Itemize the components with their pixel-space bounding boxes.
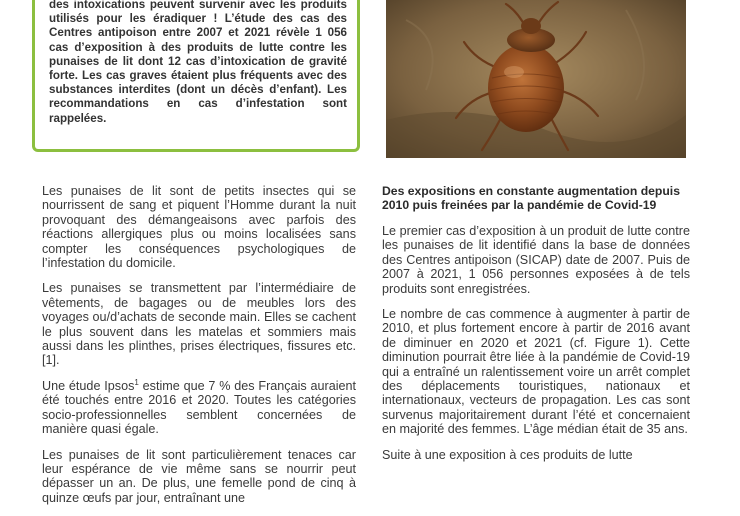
paragraph-text: Une étude Ipsos [42, 378, 135, 393]
paragraph [42, 379, 356, 437]
section-heading: Des expositions en constante augmentation depuis 2010 puis freinées par la pandémie de Covid-19 [382, 184, 680, 212]
paragraph-text: estime que 7 % des Français auraient été touchés entre 2016 et 2020. Toutes les catégories socio-professionnelles semblent concernées de manière quasi égale. [42, 378, 357, 437]
abstract-text: des intoxications peuvent survenir avec les produits utilisés pour les éradiquer ! L’étude des cas des Centres antipoison entre 2007 et 2021 révèle 1 056 cas d’exposition à des produits de lutte contre les punaises de lit dont 12 cas d’intoxication de gravité forte. Les cas graves étaient plus fréquents avec des substances interdites (dont un décès d’enfant). Les recommandations en cas d’infestation sont rappelées. [49, 0, 347, 125]
left-column [42, 184, 356, 516]
bedbug-illustration [386, 0, 686, 158]
abstract-box [32, 0, 360, 152]
bedbug-photo [386, 0, 686, 158]
paragraph: Le nombre de cas commence à augmenter à partir de 2010, et plus fortement encore à partir de 2016 avant de diminuer en 2020 et 2021 (cf. Figure 1). Cette diminution pourrait être liée à la pandémie de Covid-19 qui a entraîné un ralentissement voire un arrêt complet des déplacements touristiques, nationaux et internationaux, vecteurs de propagation. Les cas sont survenus majoritairement durant l’été et concernaient en majorité des femmes. L’âge médian était de 35 ans. [382, 307, 690, 437]
paragraph: Suite à une exposition à ces produits de lutte [382, 447, 633, 462]
paragraph: Les punaises se transmettent par l’intermédiaire de vêtements, de bagages ou de meubles lors des voyages ou/d’achats de seconde main. Elles se cachent le plus souvent dans les matelas et sommiers mais aussi dans les plinthes, prises électriques, fissures etc. [1]. [42, 281, 356, 368]
paragraph: Les punaises de lit sont particulièrement tenaces car leur espérance de vie même sans se nourrir peut dépasser un an. De plus, une femelle pond de cinq à quinze œufs par jour, entraînant une [42, 447, 356, 505]
footnote-marker: 1 [134, 377, 139, 387]
paragraph: Le premier cas d’exposition à un produit de lutte contre les punaises de lit identifié dans la base de données des Centres antipoison (SICAP) date de 2007. Puis de 2007 à 2021, 1 056 personnes exposées à de tels produits sont enregistrées. [382, 224, 690, 296]
paragraph: Les punaises de lit sont de petits insectes qui se nourrissent de sang et piquent l’Homme durant la nuit provoquant des démangeaisons avec parfois des réactions allergiques plus ou moins localisées sans compter les conséquences psychologiques de l’infestation du domicile. [42, 184, 356, 271]
right-column [382, 184, 690, 473]
